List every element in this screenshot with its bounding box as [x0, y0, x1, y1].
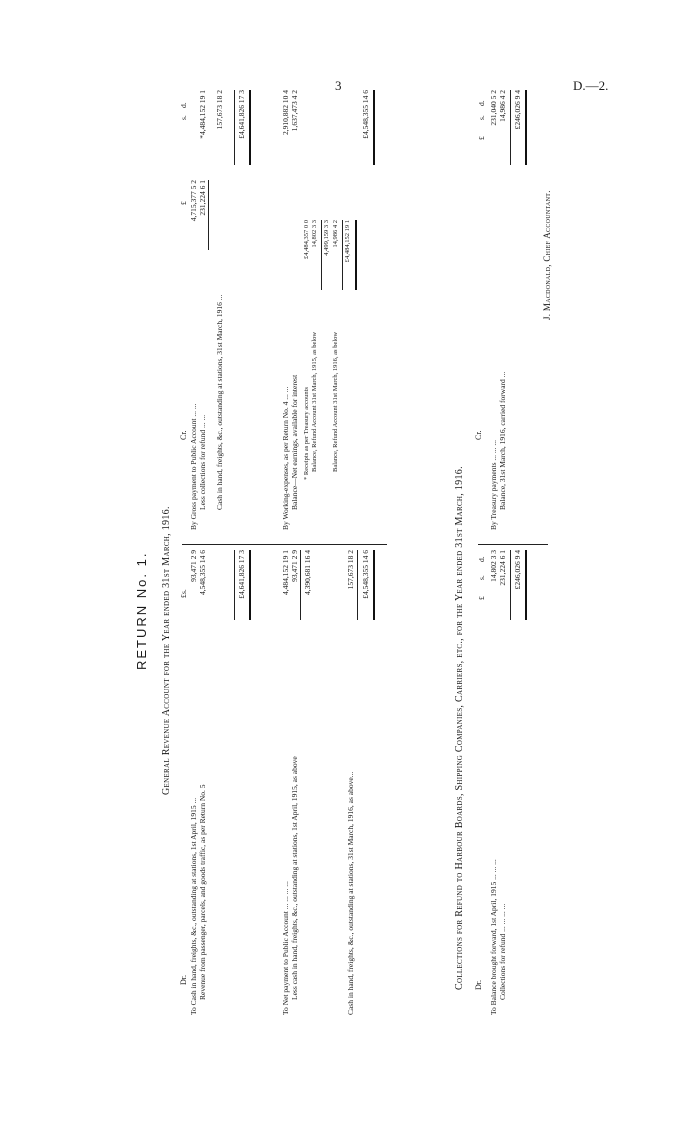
general-right-rule-2 — [234, 90, 235, 165]
refund-right-rule — [510, 90, 511, 165]
general-left-rule-1 — [234, 550, 235, 620]
general-right-line-4: By Working-expenses, as per Return No. 4 ... ... — [281, 386, 290, 530]
general-left-rule-2 — [300, 550, 301, 620]
general-account-title: General Revenue Account for the Year ended 31st March, 1916. — [161, 506, 172, 795]
general-footnote-2: Balance, Refund Account 31st March, 1915, as below — [311, 331, 318, 472]
general-cr-label: Cr. — [179, 430, 188, 440]
general-right-amount-4: 2,910,882 10 4 — [281, 90, 290, 135]
refund-dr-label: Dr. — [474, 980, 483, 990]
general-footnote-amount-3: 14,986 4 2 — [332, 220, 339, 248]
refund-right-s-head: s. — [477, 115, 486, 120]
document-reference: D.—2. — [573, 78, 609, 93]
refund-left-s-head: s. — [477, 575, 486, 580]
general-left-line-5: Cash in hand, freights, &c., outstanding at stations, 31st March, 1916, as above... — [346, 771, 355, 1015]
general-left-amount-4: 93,471 2 9 — [290, 550, 299, 582]
general-right-line-1: By Gross payment to Public Account ... ... — [189, 403, 198, 530]
refund-right-total: £246,026 9 4 — [513, 90, 522, 130]
general-right-s-head: s. — [179, 115, 188, 120]
general-right-d-head: d. — [179, 102, 188, 108]
general-right-amount-2: 231,224 6 1 — [198, 180, 207, 216]
refund-left-d-head: d. — [477, 556, 486, 562]
general-right-line-3: Cash in hand, freights, &c., outstanding at stations, 31st March, 1916 ... — [215, 294, 224, 510]
refund-right-amount-2: 14,986 4 2 — [498, 90, 507, 122]
refund-right-line-1: By Treasury payments ... ... ... — [489, 440, 498, 530]
general-right-amount-3: 157,673 18 2 — [215, 90, 224, 130]
general-left-amount-1: 93,471 2 9 — [189, 550, 198, 582]
general-right-amount-5: 1,637,473 4 2 — [290, 90, 299, 132]
general-footnote-amount-1: £4,484,357 0 0 — [303, 220, 310, 259]
general-footnote-rule-2 — [342, 220, 343, 290]
general-left-line-3: To Net payment to Public Account ... ... ... ... — [281, 881, 290, 1015]
chief-accountant-signature: J. Macdonald, Chief Accountant. — [542, 190, 552, 320]
general-right-pound-head: £ — [179, 201, 188, 205]
general-left-double-rule-1 — [249, 550, 251, 620]
general-left-line-2: Revenue from passenger, parcels, and goods traffic, as per Return No. 5 — [198, 784, 207, 1000]
general-right-net-2: *4,484,152 19 1 — [198, 90, 207, 139]
refund-left-line-1: To Balance brought forward, 1st April, 1915 ... ... ... — [489, 859, 498, 1015]
general-left-double-rule-2 — [373, 550, 375, 620]
general-right-line-5: Balance—Net earnings, available for interest — [290, 374, 299, 510]
refund-left-total: £246,026 9 4 — [513, 550, 522, 590]
refund-left-amount-2: 231,224 6 1 — [498, 550, 507, 586]
general-left-amount-2: 4,548,355 14 6 — [198, 550, 207, 595]
general-left-amount-3: 4,484,152 19 1 — [281, 550, 290, 595]
return-title: RETURN No. 1. — [134, 551, 149, 670]
general-right-amount-1: 4,715,377 5 2 — [189, 180, 198, 222]
general-center-divider — [182, 544, 387, 545]
refund-center-divider — [478, 544, 548, 545]
refund-left-line-2: Collections for refund ... ... ... ... — [498, 903, 507, 1000]
general-left-amount-5: 157,673 18 2 — [346, 550, 355, 590]
refund-left-amount-1: 14,802 3 3 — [489, 550, 498, 582]
general-right-total-1: £4,641,826 17 3 — [237, 90, 246, 139]
refund-cr-label: Cr. — [474, 430, 483, 440]
general-right-rule-1 — [208, 180, 209, 250]
general-footnote-1: * Receipts as per Treasury accounts — [303, 387, 310, 480]
general-left-total-2: £4,548,355 14 6 — [361, 550, 370, 599]
refund-right-d-head: d. — [477, 100, 486, 106]
refund-left-pound-head: £ — [477, 596, 486, 600]
general-dr-label: Dr. — [179, 975, 188, 985]
refund-left-double-rule — [525, 550, 527, 620]
general-right-line-2: Less collections for refund ... ... — [198, 414, 207, 510]
general-footnote-subtotal: 4,499,159 3 3 — [323, 220, 330, 256]
general-footnote-3: Balance, Refund Account 31st March, 1916, as below — [332, 331, 339, 472]
general-left-line-4: Less cash in hand, freights, &c., outstanding at stations, 1st April, 1915, as above — [290, 756, 299, 1000]
general-footnote-rule-1 — [321, 220, 322, 290]
general-footnote-double-rule — [355, 220, 357, 290]
refund-account-title: Collections for Refund to Harbour Boards, Shipping Companies, Carriers, etc., for the Year ended 31st March, 1916. — [454, 466, 465, 990]
page-number: 3 — [335, 78, 342, 93]
general-right-double-rule-1 — [249, 90, 251, 165]
general-footnote-total: £4,484,152 19 1 — [344, 220, 351, 263]
refund-right-double-rule — [525, 90, 527, 165]
general-right-double-rule-2 — [373, 90, 375, 165]
general-left-s-head: s. — [179, 589, 188, 594]
general-footnote-amount-2: 14,802 3 3 — [311, 220, 318, 248]
refund-right-line-2: Balance, 31st March, 1916, carried forward ... — [498, 371, 507, 510]
general-left-net-4: 4,390,681 16 4 — [303, 550, 312, 595]
refund-right-pound-head: £ — [477, 136, 486, 140]
refund-right-amount-1: 231,040 5 2 — [489, 90, 498, 126]
general-right-total-2: £4,548,355 14 6 — [361, 90, 370, 139]
general-left-pound-head: £ — [179, 594, 188, 598]
general-left-total-1: £4,641,826 17 3 — [237, 550, 246, 599]
refund-left-rule — [510, 550, 511, 620]
general-left-rule-3 — [357, 550, 358, 620]
general-left-line-1: To Cash in hand, freights, &c., outstanding at stations, 1st April, 1915 ... — [189, 797, 198, 1015]
